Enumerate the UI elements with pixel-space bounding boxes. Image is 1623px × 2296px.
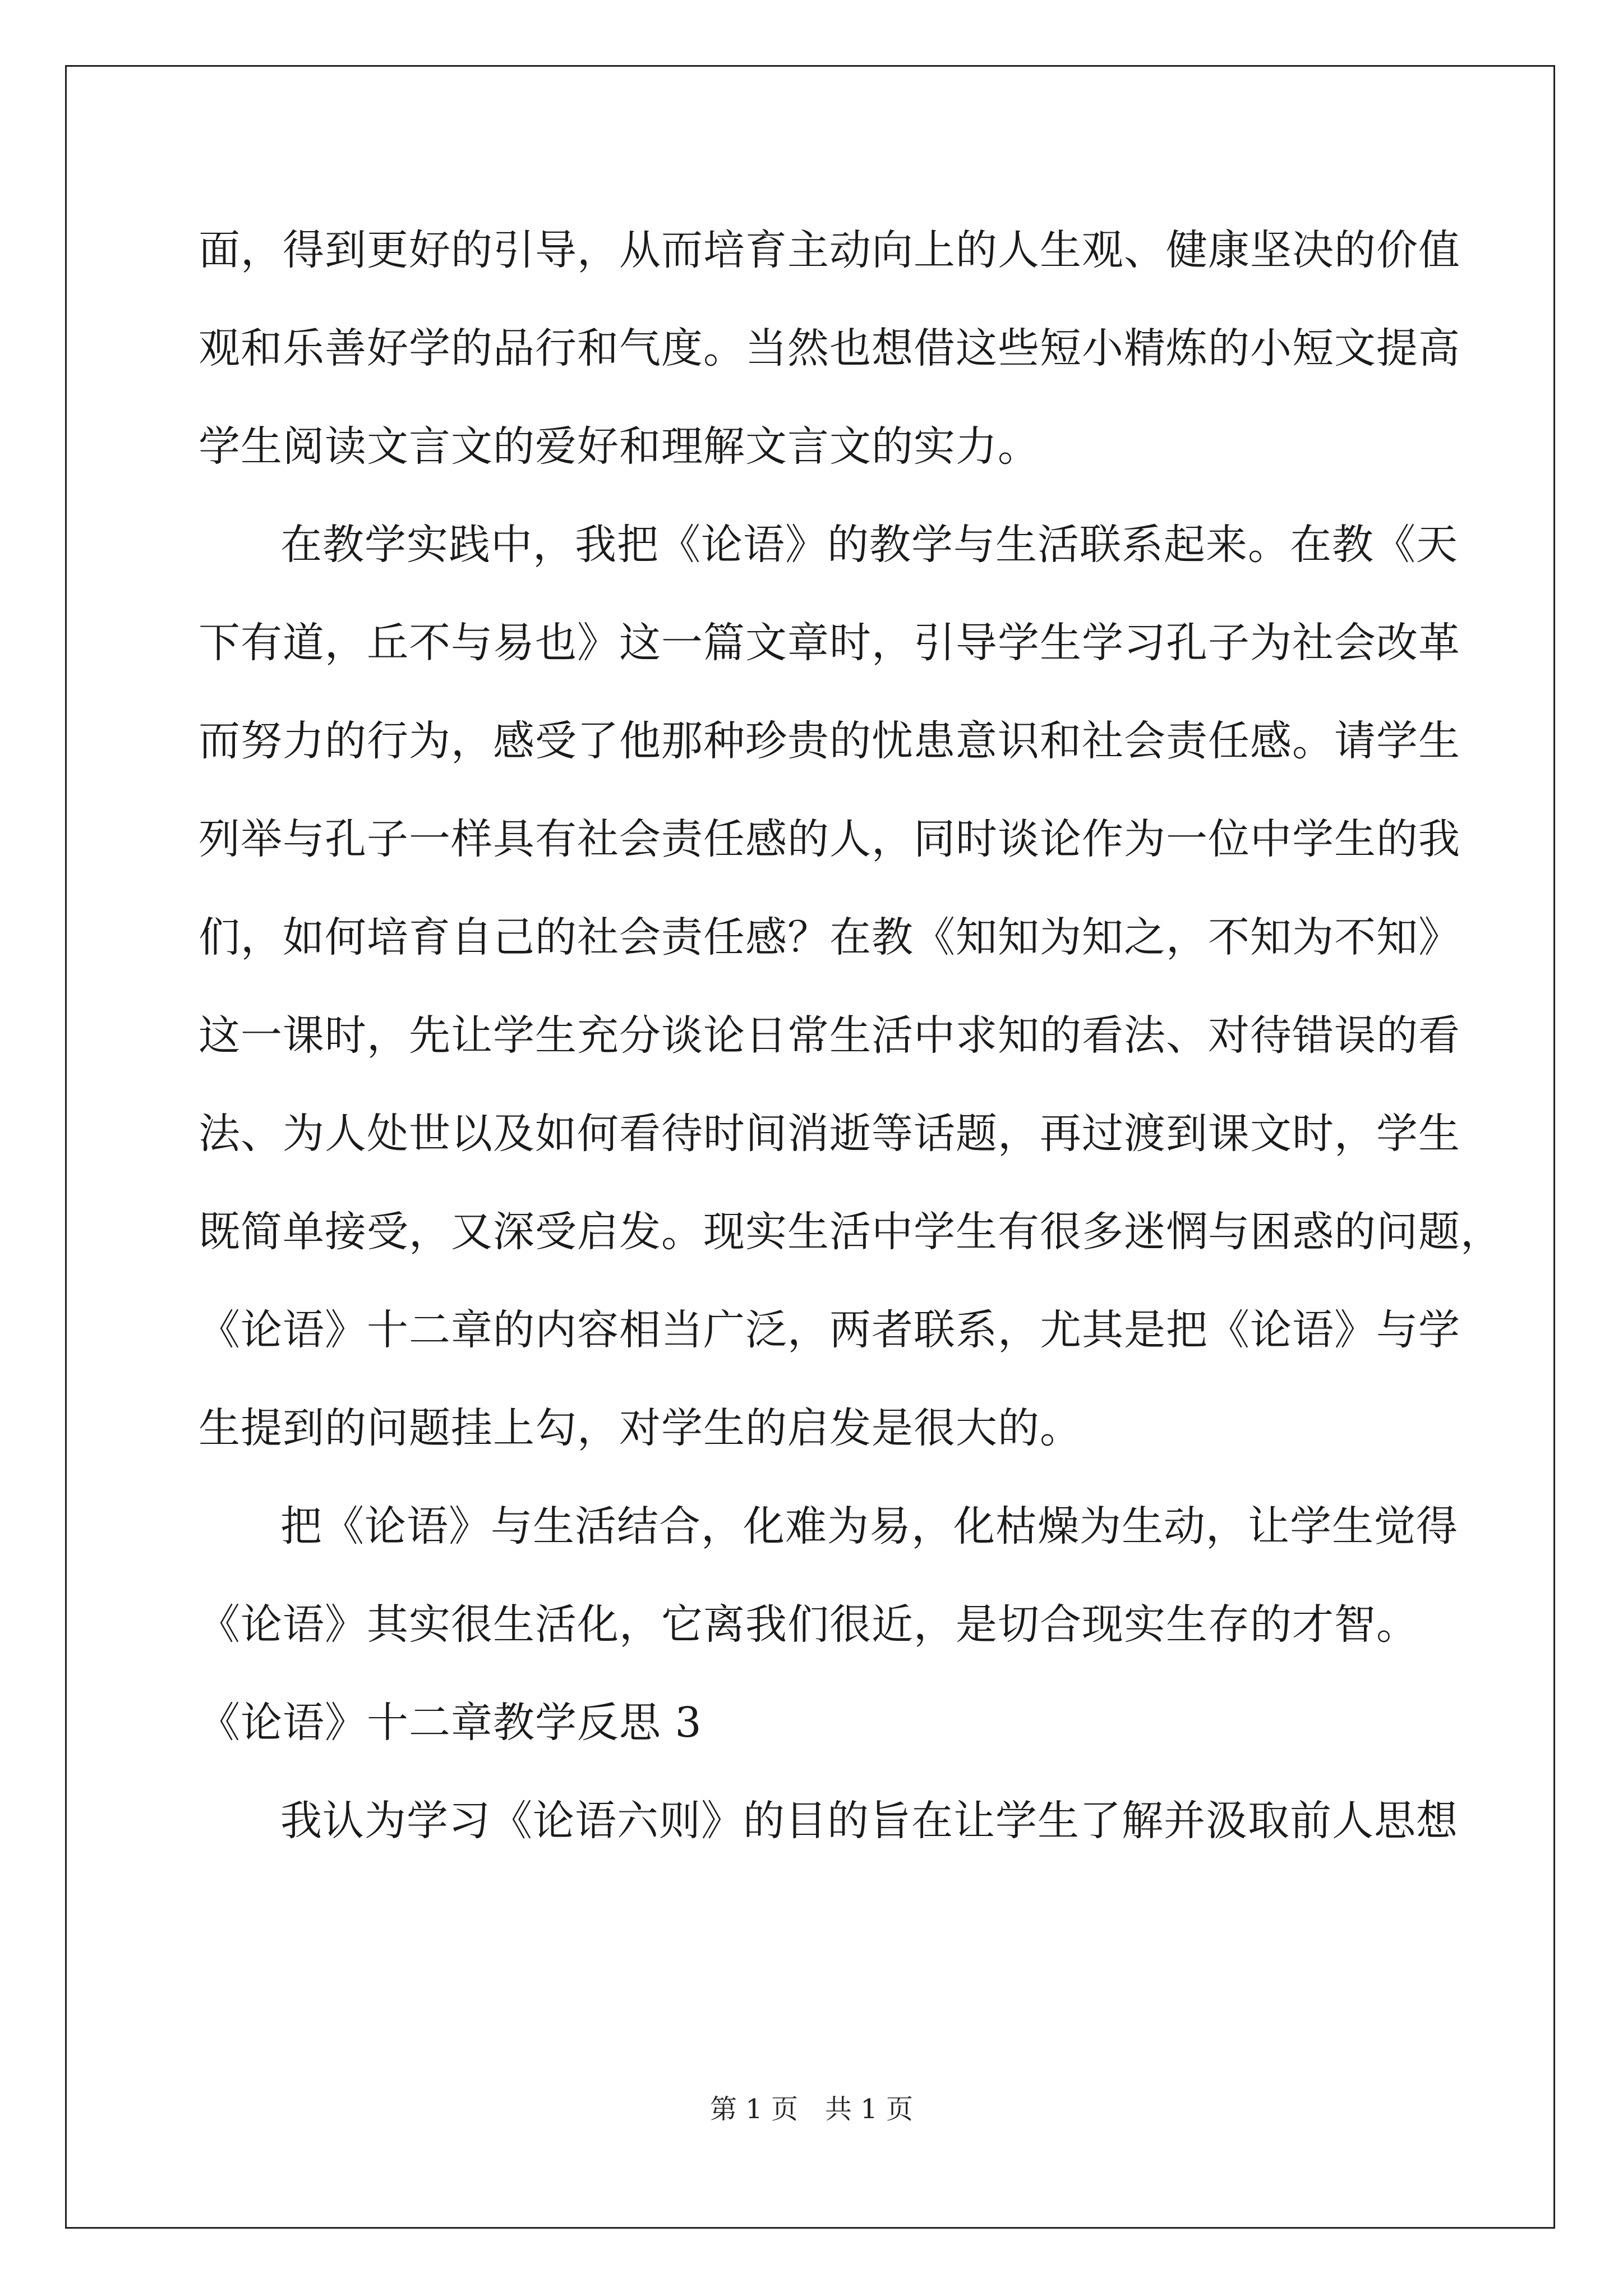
body-text-line: 列举与孔子一样具有社会责任感的人，同时谈论作为一位中学生的我 xyxy=(199,815,1460,863)
paragraph-start-line: 在教学实践中，我把《论语》的教学与生活联系起来。在教《天 xyxy=(280,521,1458,569)
body-text-line: 学生阅读文言文的爱好和理解文言文的实力。 xyxy=(199,422,1040,471)
body-text-line: 《论语》十二章的内容相当广泛，两者联系，尤其是把《论语》与学 xyxy=(199,1306,1460,1354)
body-text-line: 观和乐善好学的品行和气度。当然也想借这些短小精炼的小短文提高 xyxy=(199,324,1460,372)
paragraph-start-line: 我认为学习《论语六则》的目的旨在让学生了解并汲取前人思想 xyxy=(280,1797,1458,1845)
body-text-line: 既简单接受，又深受启发。现实生活中学生有很多迷惘与困惑的问题， xyxy=(199,1208,1502,1256)
body-text-line: 而努力的行为，感受了他那种珍贵的忧患意识和社会责任感。请学生 xyxy=(199,717,1460,765)
section-heading: 《论语》十二章教学反思 3 xyxy=(199,1699,702,1747)
body-text-line: 《论语》其实很生活化，它离我们很近，是切合现实生存的才智。 xyxy=(199,1600,1418,1649)
body-text-line: 生提到的问题挂上勾，对学生的启发是很大的。 xyxy=(199,1404,1082,1452)
body-text-line: 法、为人处世以及如何看待时间消逝等话题，再过渡到课文时，学生 xyxy=(199,1110,1460,1158)
body-text-line: 下有道，丘不与易也》这一篇文章时，引导学生学习孔子为社会改革 xyxy=(199,619,1460,667)
body-text-line: 们，如何培育自己的社会责任感？在教《知知为知之，不知为不知》 xyxy=(199,913,1460,961)
paragraph-start-line: 把《论语》与生活结合，化难为易，化枯燥为生动，让学生觉得 xyxy=(280,1502,1458,1550)
body-text-line: 面，得到更好的引导，从而培育主动向上的人生观、健康坚决的价值 xyxy=(199,226,1460,274)
body-text-line: 这一课时，先让学生充分谈论日常生活中求知的看法、对待错误的看 xyxy=(199,1011,1460,1060)
page-footer: 第 1 页 共 1 页 xyxy=(709,2093,914,2125)
